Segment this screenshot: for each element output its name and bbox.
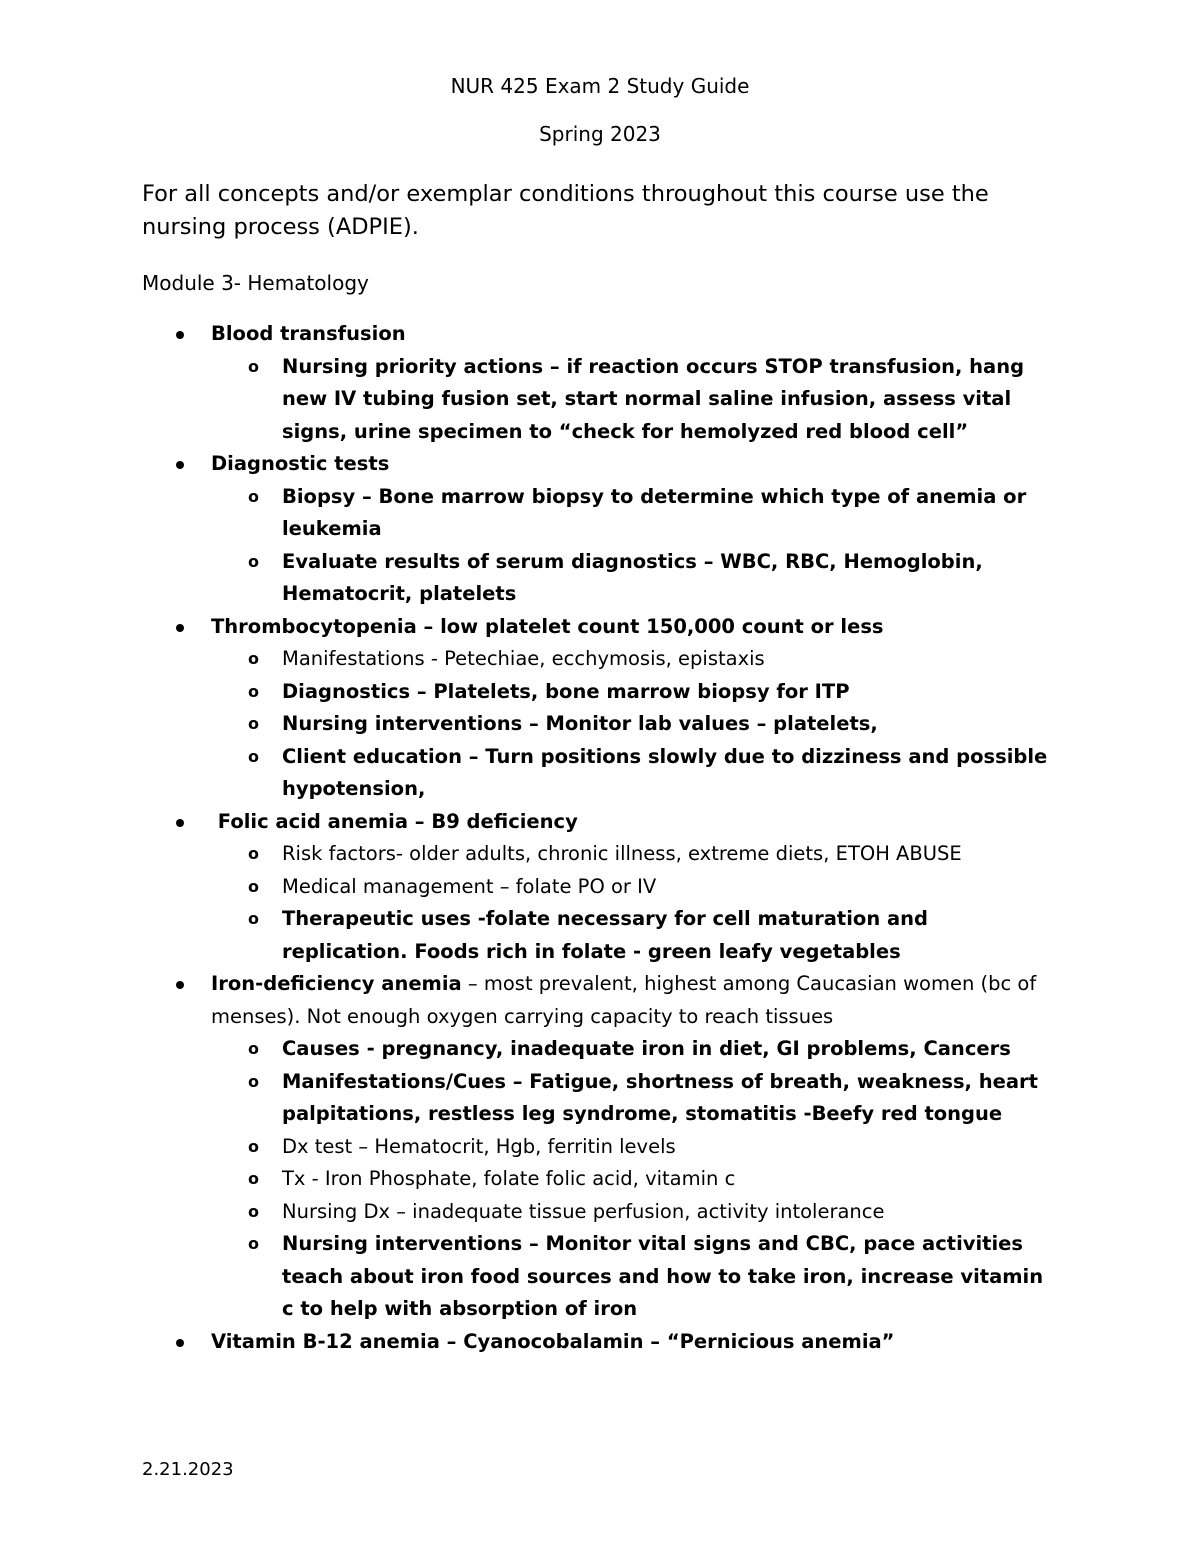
subtopic-text: Nursing Dx – inadequate tissue perfusion, activity intolerance	[282, 1199, 885, 1223]
sub-bullet-icon: o	[248, 681, 259, 701]
sub-bullet-icon: o	[248, 844, 259, 863]
subtopic-item	[211, 741, 1060, 806]
bullet-icon	[176, 624, 184, 632]
topic-heading: Folic acid anemia – B9 deficiency	[211, 809, 578, 833]
subtopic-item	[211, 1163, 1060, 1196]
topic-heading: Vitamin B-12 anemia – Cyanocobalamin – “Pernicious anemia”	[211, 1329, 895, 1353]
topic-folic-acid-anemia	[0, 806, 1200, 969]
topic-heading: Iron-deficiency anemia	[211, 972, 462, 995]
bullet-icon	[176, 819, 184, 827]
topic-iron-deficiency-anemia	[0, 968, 1200, 1326]
subtopic-text: Nursing interventions – Monitor lab values – platelets,	[282, 712, 878, 735]
sub-bullet-icon: o	[248, 746, 259, 766]
bullet-icon	[176, 981, 184, 989]
subtopic-item	[211, 1196, 1060, 1229]
sub-bullet-icon: o	[248, 909, 259, 928]
topic-vitamin-b12-anemia	[0, 1326, 1200, 1359]
subtopic-text: Tx - Iron Phosphate, folate folic acid, vitamin c	[282, 1167, 736, 1190]
sub-bullet-icon: o	[248, 551, 259, 571]
sub-bullet-icon: o	[248, 876, 259, 896]
subtopic-text: Diagnostics – Platelets, bone marrow biopsy for ITP	[282, 679, 850, 703]
subtopic-item	[211, 1131, 1060, 1164]
subtopic-item	[211, 481, 1060, 546]
subtopic-item	[211, 1033, 1060, 1066]
subtopic-text: Nursing interventions – Monitor vital signs and CBC, pace activities teach about iron food sources and how to take iron, increase vitamin c to help with absorption of iron	[282, 1232, 1044, 1320]
subtopic-text: Manifestations/Cues – Fatigue, shortness of breath, weakness, heart palpitations, restless leg syndrome, stomatitis -Beefy red tongue	[282, 1069, 1038, 1125]
document-title: NUR 425 Exam 2 Study Guide	[450, 74, 750, 98]
document-term: Spring 2023	[539, 122, 661, 146]
subtopic-text: Medical management – folate PO or IV	[282, 874, 657, 898]
sub-bullet-icon: o	[248, 1136, 259, 1156]
sub-bullet-icon: o	[248, 1234, 259, 1253]
topic-heading: Thrombocytopenia – low platelet count 150,000 count or less	[211, 614, 884, 638]
subtopic-item	[211, 1228, 1060, 1326]
topic-heading: Diagnostic tests	[211, 452, 390, 475]
subtopic-item	[211, 546, 1060, 611]
subtopic-item	[211, 903, 1060, 968]
subtopic-text: Evaluate results of serum diagnostics – WBC, RBC, Hemoglobin, Hematocrit, platelets	[282, 549, 983, 605]
bullet-icon	[176, 331, 184, 339]
bullet-icon	[176, 1339, 184, 1347]
subtopic-text: Manifestations - Petechiae, ecchymosis, epistaxis	[282, 647, 765, 670]
sub-bullet-icon: o	[248, 649, 259, 668]
sub-bullet-icon: o	[248, 1201, 259, 1221]
subtopic-text: Client education – Turn positions slowly due to dizziness and possible hypotension,	[282, 744, 1048, 800]
subtopic-text: Therapeutic uses -folate necessary for cell maturation and replication. Foods rich in folate - green leafy vegetables	[282, 907, 929, 963]
subtopic-text: Risk factors- older adults, chronic illness, extreme diets, ETOH ABUSE	[282, 842, 962, 865]
subtopic-text: Dx test – Hematocrit, Hgb, ferritin levels	[282, 1134, 676, 1158]
subtopic-text: Biopsy – Bone marrow biopsy to determine which type of anemia or leukemia	[282, 484, 1027, 540]
intro-paragraph: For all concepts and/or exemplar conditions throughout this course use the nursing process (ADPIE).	[142, 181, 989, 240]
subtopic-text: Nursing priority actions – if reaction occurs STOP transfusion, hang new IV tubing fusion set, start normal saline infusion, assess vital signs, urine specimen to “check for hemolyzed red blood cell”	[282, 354, 1025, 443]
sub-bullet-icon: o	[248, 714, 259, 733]
topic-list	[0, 318, 1200, 1358]
subtopic-item	[211, 838, 1060, 871]
sub-bullet-icon: o	[248, 486, 259, 506]
bullet-icon	[176, 461, 184, 469]
module-heading: Module 3- Hematology	[142, 271, 369, 295]
subtopic-item	[211, 871, 1060, 904]
sub-bullet-icon: o	[248, 1071, 259, 1091]
topic-heading: Blood transfusion	[211, 322, 406, 345]
subtopic-item	[211, 643, 1060, 676]
subtopic-text: Causes - pregnancy, inadequate iron in diet, GI problems, Cancers	[282, 1037, 1011, 1060]
sub-bullet-icon: o	[248, 1039, 259, 1058]
sub-bullet-icon: o	[248, 1169, 259, 1188]
footer-date: 2.21.2023	[142, 1459, 234, 1480]
subtopic-item	[211, 351, 1060, 449]
subtopic-item	[211, 1066, 1060, 1131]
topic-thrombocytopenia	[0, 611, 1200, 806]
topic-blood-transfusion	[0, 318, 1200, 448]
topic-heading-line	[211, 968, 1060, 1033]
sub-bullet-icon: o	[248, 356, 259, 376]
subtopic-item	[211, 708, 1060, 741]
topic-description: – most prevalent, highest among Caucasian women (bc of menses). Not enough oxygen carrying capacity to reach tissues	[211, 972, 1037, 1028]
topic-diagnostic-tests	[0, 448, 1200, 611]
subtopic-item	[211, 676, 1060, 709]
